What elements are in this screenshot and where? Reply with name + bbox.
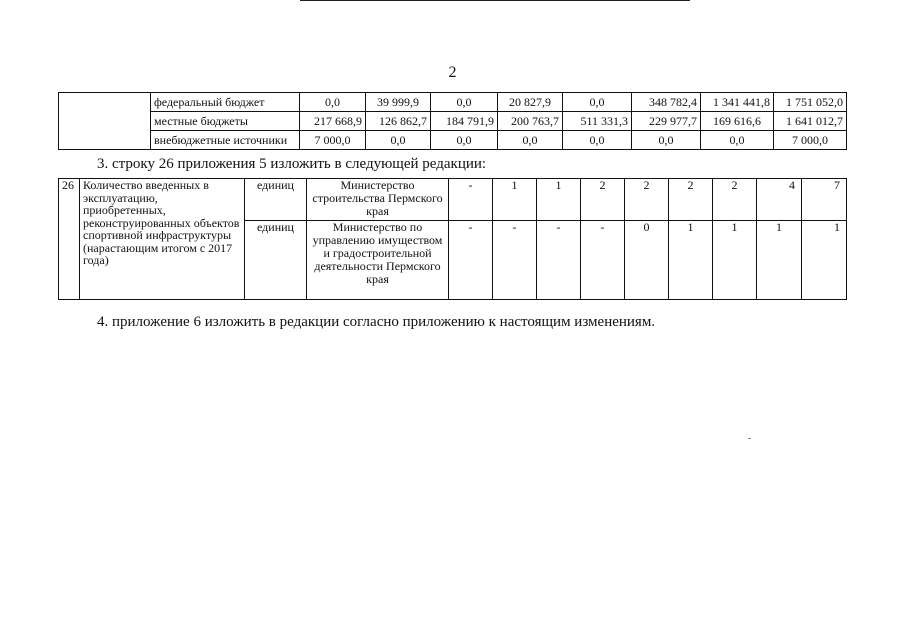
indicator-value: 1	[757, 221, 802, 300]
funding-value: 0,0	[498, 131, 563, 150]
unit-cell: единиц	[245, 221, 307, 300]
funding-value: 184 791,9	[431, 112, 498, 131]
funding-value: 7 000,0	[300, 131, 366, 150]
indicator-value: 1	[493, 179, 537, 221]
funding-row-federal	[59, 93, 847, 112]
funding-row-label: местные бюджеты	[151, 112, 300, 131]
indicator-value: 1	[802, 221, 847, 300]
funding-value: 0,0	[563, 131, 632, 150]
funding-value: 169 616,6	[701, 112, 774, 131]
funding-value: 20 827,9	[498, 93, 563, 112]
indicator-row	[59, 179, 847, 221]
indicator-value: 7	[802, 179, 847, 221]
funding-value: 126 862,7	[366, 112, 431, 131]
responsible-cell: Министерство по управлению имуществом и градостроительной деятельности Пермского края	[307, 221, 449, 300]
funding-value: 0,0	[701, 131, 774, 150]
indicator-value: -	[581, 221, 625, 300]
row-number: 26	[59, 179, 80, 300]
indicator-value: -	[493, 221, 537, 300]
funding-row-local	[59, 112, 847, 131]
top-rule	[300, 0, 690, 1]
funding-value: 0,0	[563, 93, 632, 112]
funding-value: 200 763,7	[498, 112, 563, 131]
funding-value: 511 331,3	[563, 112, 632, 131]
funding-value: 1 751 052,0	[774, 93, 847, 112]
indicator-value: -	[449, 179, 493, 221]
funding-value: 229 977,7	[632, 112, 701, 131]
unit-cell: единиц	[245, 179, 307, 221]
responsible-cell: Министерство строительства Пермского края	[307, 179, 449, 221]
indicator-name: Количество введенных в эксплуатацию, приобретенных, реконструированных объектов спортивной инфраструктуры (нарастающим итогом с 2017 года)	[80, 179, 245, 300]
instruction-replace-appendix-6: 4. приложение 6 изложить в редакции согласно приложению к настоящим изменениям.	[97, 314, 656, 330]
funding-value: 1 341 441,8	[701, 93, 774, 112]
funding-row-label: внебюджетные источники	[151, 131, 300, 150]
instruction-amend-row-26: 3. строку 26 приложения 5 изложить в следующей редакции:	[97, 156, 487, 172]
funding-row-extrabudgetary	[59, 131, 847, 150]
funding-empty-cell	[59, 93, 151, 150]
indicator-value: 2	[625, 179, 669, 221]
funding-value: 39 999,9	[366, 93, 431, 112]
indicator-value: -	[537, 221, 581, 300]
funding-value: 7 000,0	[774, 131, 847, 150]
funding-value: 217 668,9	[300, 112, 366, 131]
funding-value: 0,0	[632, 131, 701, 150]
indicator-value: 4	[757, 179, 802, 221]
funding-value: 348 782,4	[632, 93, 701, 112]
indicator-value: 2	[713, 179, 757, 221]
funding-value: 1 641 012,7	[774, 112, 847, 131]
funding-table	[58, 92, 847, 150]
funding-value: 0,0	[366, 131, 431, 150]
indicator-value: 0	[625, 221, 669, 300]
indicator-value: 1	[537, 179, 581, 221]
indicator-value: 2	[581, 179, 625, 221]
scan-speck	[748, 438, 751, 439]
indicator-value: 1	[713, 221, 757, 300]
indicator-table	[58, 178, 847, 300]
indicator-value: -	[449, 221, 493, 300]
indicator-value: 1	[669, 221, 713, 300]
funding-row-label: федеральный бюджет	[151, 93, 300, 112]
funding-value: 0,0	[300, 93, 366, 112]
funding-value: 0,0	[431, 93, 498, 112]
funding-value: 0,0	[431, 131, 498, 150]
indicator-value: 2	[669, 179, 713, 221]
page-number: 2	[448, 64, 457, 81]
